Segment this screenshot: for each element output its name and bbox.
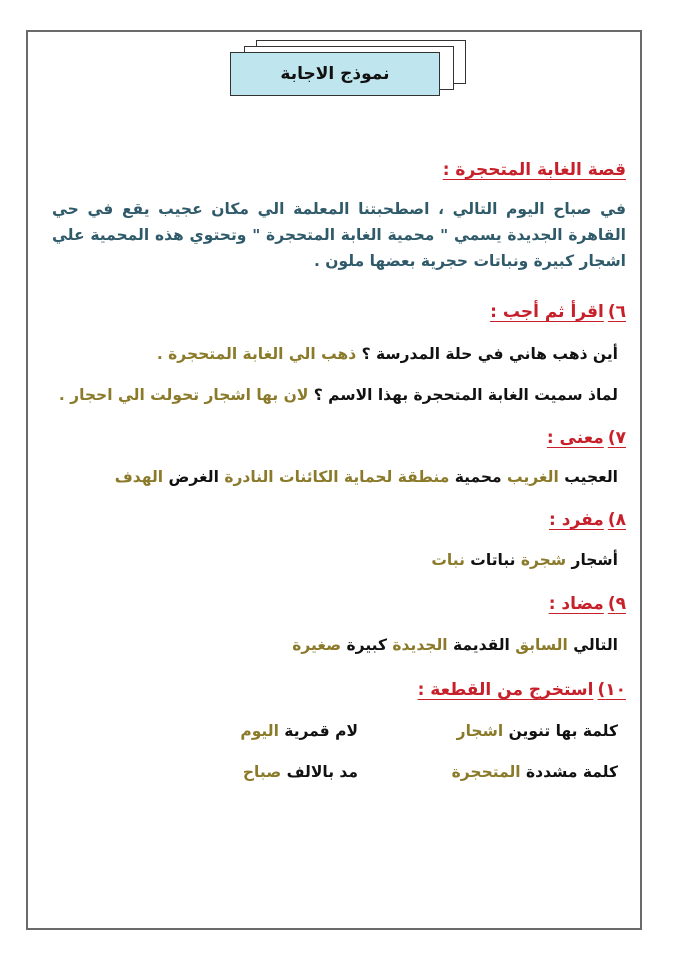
q8-meaning-2: نبات: [431, 551, 465, 569]
q8-title: مفرد :: [549, 510, 604, 530]
q7-word-2: محمية: [454, 468, 502, 486]
q6-question-2: لماذ سميت الغابة المتحجرة بهذا الاسم ؟: [313, 386, 618, 404]
q10-item-4: [243, 763, 358, 781]
q6-question-1: أين ذهب هاني في حلة المدرسة ؟: [361, 345, 618, 363]
q7-heading: [547, 428, 626, 448]
q8-word-1: أشجار: [571, 551, 618, 569]
q6-heading: [490, 302, 626, 322]
q7-word-3: الغرض: [168, 468, 219, 486]
q9-meaning-1: السابق: [515, 636, 568, 654]
q7-pairs: [115, 468, 618, 486]
q7-meaning-2: منطقة لحماية الكائنات النادرة: [224, 468, 450, 486]
q9-heading: [549, 594, 626, 614]
q6-item-1: [157, 345, 618, 363]
q7-number: ٧): [607, 428, 626, 448]
q9-meaning-2: الجديدة: [392, 636, 448, 654]
q7-title: معنى :: [546, 428, 604, 448]
q7-meaning-3: الهدف: [114, 468, 164, 486]
q8-number: ٨): [607, 510, 626, 530]
q6-title: اقرأ ثم أجب :: [490, 302, 604, 322]
q10-number: ١٠): [597, 680, 626, 700]
q9-title: مضاد :: [548, 594, 604, 614]
q10-label-1: كلمة بها تنوين: [508, 722, 618, 740]
q10-item-1: [457, 722, 618, 740]
q10-answer-2: اليوم: [240, 722, 279, 740]
q10-label-2: لام قمرية: [284, 722, 358, 740]
q10-answer-4: صباح: [242, 763, 282, 781]
q10-answer-3: المتحجرة: [451, 763, 521, 781]
q9-number: ٩): [607, 594, 626, 614]
q10-label-4: مد بالالف: [286, 763, 358, 781]
q8-meaning-1: شجرة: [520, 551, 567, 569]
q7-word-1: العجيب: [564, 468, 618, 486]
q9-meaning-3: صغيرة: [292, 636, 342, 654]
q6-item-2: [59, 386, 618, 404]
q8-heading: [549, 510, 626, 530]
q10-item-3: [452, 763, 618, 781]
q10-heading: [418, 680, 626, 700]
page-title: نموذج الاجابة: [230, 52, 440, 96]
title-box: [230, 40, 470, 96]
q6-answer-2: لان بها اشجار تحولت الي احجار .: [58, 386, 309, 404]
story-paragraph: في صباح اليوم التالي ، اصطحبتنا المعلمة الي مكان عجيب يقع في حي القاهرة الجديدة يسمي " محمية الغابة المتحجرة " وتحتوي هذه المحمية علي اشجار كبيرة ونباتات حجرية بعضها ملون .: [52, 200, 626, 270]
q10-item-2: [240, 722, 358, 740]
q10-label-3: كلمة مشددة: [526, 763, 618, 781]
q9-pairs: [292, 636, 618, 654]
q10-answer-1: اشجار: [456, 722, 504, 740]
q9-word-2: القديمة: [453, 636, 510, 654]
q7-meaning-1: الغريب: [507, 468, 559, 486]
q9-word-3: كبيرة: [346, 636, 387, 654]
q10-title: استخرج من القطعة :: [417, 680, 594, 700]
q6-answer-1: ذهب الي الغابة المتحجرة .: [156, 345, 357, 363]
story-heading: قصة الغابة المتحجرة :: [442, 160, 626, 180]
q9-word-1: التالي: [573, 636, 618, 654]
q8-word-2: نباتات: [470, 551, 516, 569]
q8-pairs: [431, 551, 618, 569]
q6-number: ٦): [607, 302, 626, 322]
